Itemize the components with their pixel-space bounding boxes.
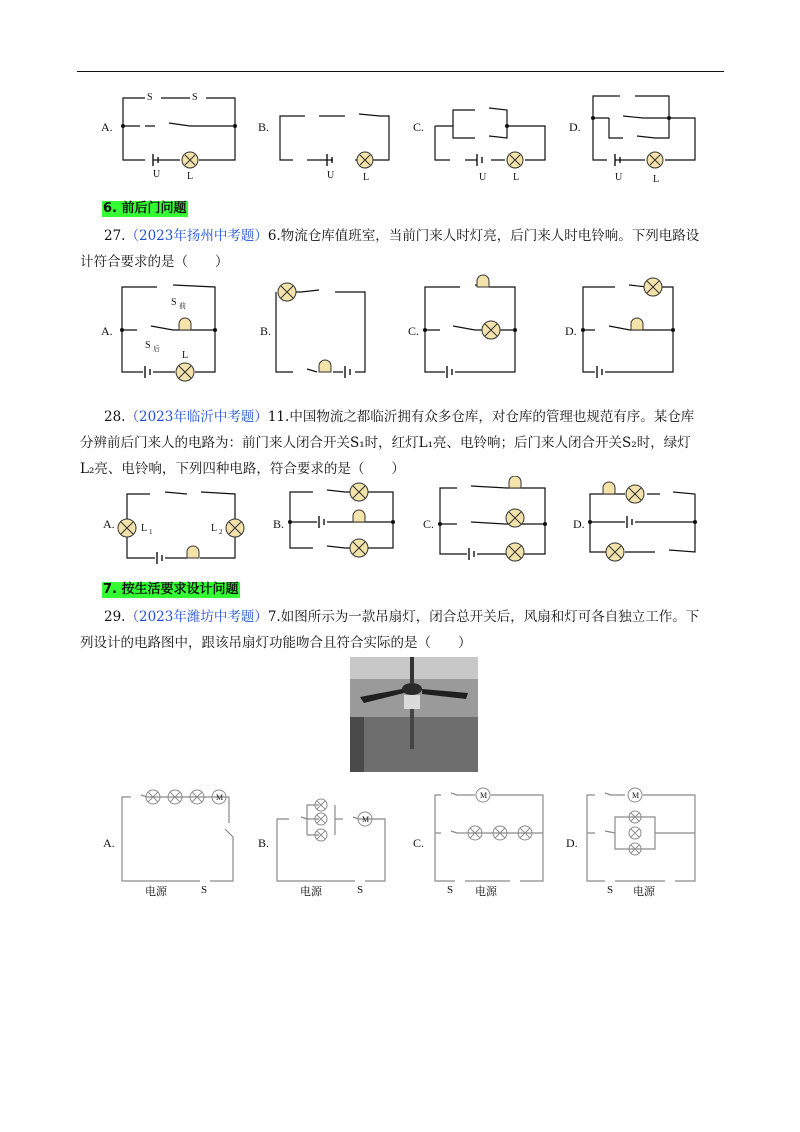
- motor-label: M: [480, 791, 488, 800]
- option-d-label: D.: [569, 120, 581, 134]
- question-29: [80, 604, 724, 656]
- option-a-label: A.: [101, 120, 113, 134]
- motor-label: M: [362, 815, 370, 824]
- ceiling-fan-photo: [350, 657, 478, 772]
- label-qian: 前: [179, 302, 186, 310]
- label-u-d: U: [615, 172, 623, 183]
- power-label: 电源: [145, 886, 167, 897]
- question-source: （2023年临沂中考题）: [125, 409, 268, 425]
- label-hou: 后: [153, 345, 160, 353]
- power-label: 电源: [633, 886, 655, 897]
- switch-label: S: [357, 884, 364, 896]
- question-text-line: L₂亮、电铃响，下列四种电路，符合要求的是（ ）: [80, 461, 405, 477]
- label-u: U: [153, 169, 161, 180]
- section-heading-7: 7. 按生活要求设计问题: [103, 582, 239, 597]
- question-text: 7.如图所示为一款吊扇灯，闭合总开关后，风扇和灯可各自独立工作。下: [267, 609, 700, 625]
- option-c-label: C.: [413, 836, 425, 850]
- label-l: L: [182, 350, 189, 361]
- label-sub: 1: [149, 528, 153, 536]
- label-sub: 2: [219, 528, 223, 536]
- label-l-c: L: [513, 172, 520, 183]
- circuit-row-28: [95, 476, 715, 576]
- ceiling-fan-image: [350, 657, 478, 772]
- question-27: [80, 223, 724, 275]
- switch-label: S: [447, 884, 454, 896]
- header-rule: [77, 71, 724, 72]
- circuit-row-1: [95, 78, 715, 188]
- question-text: 11.中国物流之都临沂拥有众多仓库，对仓库的管理也规范有序。某仓库: [267, 409, 695, 425]
- power-label: 电源: [300, 886, 322, 897]
- label-u-c: U: [479, 172, 487, 183]
- question-number: 27.: [104, 228, 126, 244]
- option-c-label: C.: [423, 517, 435, 531]
- option-d-label: D.: [573, 517, 585, 531]
- question-source: （2023年潍坊中考题）: [125, 609, 268, 625]
- option-a-label: A.: [101, 324, 113, 338]
- label-l-d: L: [653, 174, 660, 185]
- question-28: [80, 404, 724, 482]
- option-b-label: B.: [260, 324, 272, 338]
- question-text-line: 列设计的电路图中，跟该吊扇灯功能吻合且符合实际的是（ ）: [80, 635, 472, 651]
- question-text-line: 分辨前后门来人的电路为：前门来人闭合开关S₁时，红灯L₁亮、电铃响；后门来人闭合开关S₂时，绿灯: [80, 435, 691, 451]
- option-b-label: B.: [258, 836, 270, 850]
- option-a-label: A.: [103, 517, 115, 531]
- question-source: （2023年扬州中考题）: [125, 228, 268, 244]
- option-c-label: C.: [413, 120, 425, 134]
- circuit-row-27: [95, 272, 715, 384]
- circuit-row-29: [95, 785, 715, 897]
- label-l1: L: [141, 523, 148, 534]
- power-label: 电源: [475, 886, 497, 897]
- label-s-qian: S: [171, 297, 177, 308]
- switch-label: S: [201, 884, 208, 896]
- label-s-hou: S: [145, 340, 151, 351]
- option-d-label: D.: [566, 836, 578, 850]
- label-s2: S: [192, 92, 198, 103]
- label-l-b: L: [363, 172, 370, 183]
- label-l2: L: [211, 523, 218, 534]
- option-c-label: C.: [408, 324, 420, 338]
- question-text-line: 计符合要求的是（ ）: [80, 254, 229, 270]
- option-d-label: D.: [565, 324, 577, 338]
- question-number: 28.: [104, 409, 126, 425]
- label-u-b: U: [327, 170, 335, 181]
- motor-label: M: [216, 793, 224, 802]
- label-s1: S: [147, 92, 153, 103]
- option-b-label: B.: [258, 120, 270, 134]
- switch-label: S: [607, 884, 614, 896]
- question-number: 29.: [104, 609, 126, 625]
- question-text: 6.物流仓库值班室，当前门来人时灯亮，后门来人时电铃响。下列电路设: [267, 228, 700, 244]
- section-heading-6: 6. 前后门问题: [103, 201, 187, 216]
- option-a-label: A.: [103, 836, 115, 850]
- label-l: L: [187, 171, 194, 182]
- option-b-label: B.: [273, 517, 285, 531]
- motor-label: M: [632, 791, 640, 800]
